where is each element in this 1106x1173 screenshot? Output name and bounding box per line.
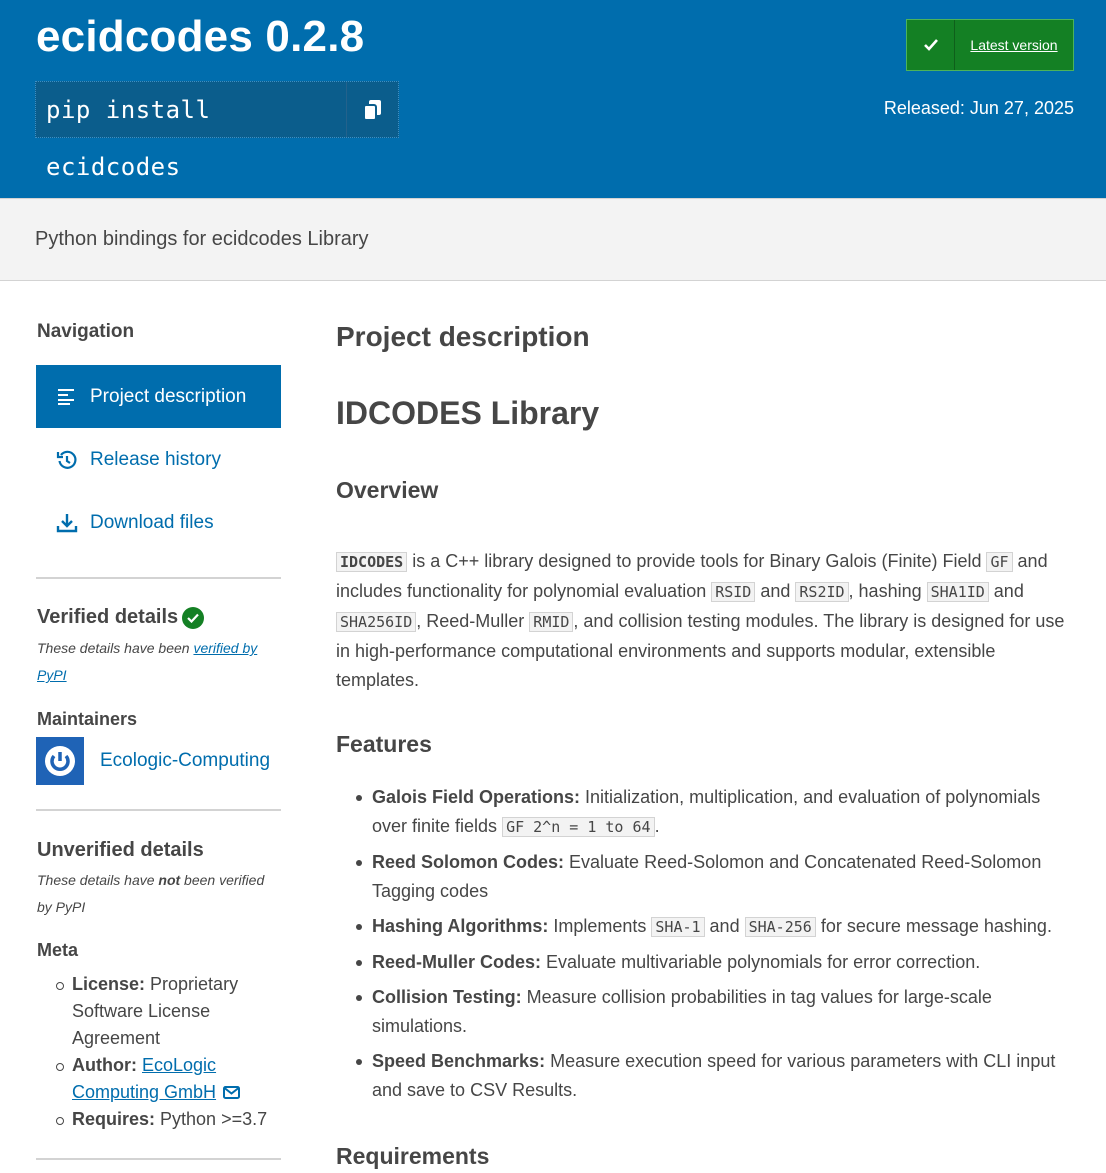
package-summary	[0, 198, 1106, 281]
nav-label: Download files	[90, 511, 214, 533]
verified-heading-text: Verified details	[37, 606, 179, 628]
feature-item	[336, 983, 1071, 1041]
feature-item	[336, 848, 1071, 906]
feature-text: and	[704, 916, 745, 936]
nav-release-history[interactable]	[36, 428, 281, 491]
copy-icon	[363, 99, 383, 121]
meta-key: Requires:	[72, 1109, 156, 1129]
text: is a C++ library designed to provide tools for Binary Galois (Finite) Field	[407, 551, 987, 571]
verified-note	[37, 635, 282, 689]
text: , hashing	[848, 581, 927, 601]
verified-check-icon	[182, 607, 204, 629]
verified-details-heading	[37, 606, 204, 629]
feature-item	[336, 783, 1071, 842]
author-email-link[interactable]: EcoLogic Computing GmbH	[72, 1055, 217, 1102]
release-date: Released: Jun 27, 2025	[883, 98, 1074, 118]
latest-version-label: Latest version	[970, 37, 1058, 53]
feature-text: Measure collision probabilities in tag values for large-scale simulations.	[372, 987, 992, 1036]
feature-text: Implements	[548, 916, 652, 936]
sidebar-divider	[36, 1158, 281, 1160]
meta-author	[54, 1052, 281, 1106]
inline-code: RSID	[711, 582, 755, 602]
sidebar-divider	[36, 577, 281, 579]
meta-heading: Meta	[37, 940, 79, 960]
feature-text: Evaluate Reed-Solomon and Concatenated Reed-Solomon Tagging codes	[372, 852, 1042, 901]
nav-download-files[interactable]	[36, 491, 281, 554]
text: , Reed-Muller	[416, 611, 530, 631]
nav-label: Release history	[90, 448, 221, 470]
meta-license	[54, 971, 281, 1052]
features-heading: Features	[336, 731, 432, 757]
feature-title: Reed-Muller Codes:	[372, 952, 542, 972]
feature-item	[336, 912, 1071, 942]
inline-code: SHA-1	[651, 917, 704, 937]
meta-value: Proprietary Software License Agreement	[72, 974, 239, 1048]
unverified-note-text: been verified by PyPI	[37, 872, 265, 915]
power-icon	[43, 744, 77, 778]
feature-title: Speed Benchmarks:	[372, 1051, 546, 1071]
meta-key: License:	[72, 974, 146, 994]
inline-code: SHA-256	[745, 917, 816, 937]
latest-version-button[interactable]	[906, 19, 1074, 71]
text: and	[988, 581, 1024, 601]
package-header	[0, 0, 1106, 198]
feature-item	[336, 1047, 1071, 1105]
project-description-heading: Project description	[336, 321, 590, 352]
envelope-icon[interactable]	[223, 1086, 240, 1099]
inline-code: RS2ID	[795, 582, 848, 602]
feature-text: Initialization, multiplication, and evaluation of polynomials over finite fields	[372, 787, 1041, 836]
pip-install-box	[35, 81, 399, 181]
check-icon	[907, 20, 955, 70]
meta-requires	[54, 1106, 281, 1133]
meta-value: Python >=3.7	[155, 1109, 268, 1129]
navigation-heading: Navigation	[37, 321, 135, 342]
summary-text: Python bindings for ecidcodes Library	[35, 228, 369, 250]
maintainer-link[interactable]: Ecologic-Computing	[100, 750, 271, 771]
unverified-note-text: These details have	[37, 872, 159, 888]
inline-code: SHA256ID	[336, 612, 416, 632]
unverified-details-heading: Unverified details	[37, 839, 204, 861]
overview-heading: Overview	[336, 477, 439, 503]
nav-project-description[interactable]	[36, 365, 281, 428]
sidebar-divider	[36, 809, 281, 811]
feature-title: Galois Field Operations:	[372, 787, 581, 807]
copy-button[interactable]	[346, 82, 398, 137]
verified-note-text: These details have been	[37, 640, 194, 656]
history-icon	[56, 449, 78, 471]
align-left-icon	[56, 386, 78, 408]
download-icon	[56, 512, 78, 534]
requirements-heading: Requirements	[336, 1143, 490, 1169]
feature-text: Evaluate multivariable polynomials for error correction.	[541, 952, 981, 972]
meta-list	[54, 971, 281, 1133]
pip-command[interactable]: pip install ecidcodes	[46, 96, 211, 181]
feature-title: Collision Testing:	[372, 987, 522, 1007]
library-heading: IDCODES Library	[336, 395, 600, 431]
feature-title: Hashing Algorithms:	[372, 916, 549, 936]
avatar[interactable]	[36, 737, 84, 785]
nav-label: Project description	[90, 385, 247, 407]
inline-code: GF 2^n = 1 to 64	[502, 817, 655, 837]
meta-key: Author:	[72, 1055, 137, 1075]
feature-title: Reed Solomon Codes:	[372, 852, 565, 872]
inline-code: RMID	[529, 612, 573, 632]
feature-text: .	[654, 816, 660, 836]
feature-item	[336, 948, 1071, 977]
inline-code: SHA1ID	[927, 582, 989, 602]
text: and	[755, 581, 796, 601]
features-list	[336, 783, 1071, 1111]
text: , and collision testing modules. The library is designed for use in high-performance computational environments and supports modular, extensible templates.	[336, 611, 1065, 690]
inline-code: IDCODES	[336, 552, 407, 572]
text: and includes functionality for polynomial evaluation	[336, 551, 1048, 601]
overview-paragraph	[336, 547, 1071, 695]
unverified-note-emphasis: not	[158, 872, 181, 888]
maintainers-heading: Maintainers	[37, 709, 138, 729]
package-title: ecidcodes 0.2.8	[36, 12, 365, 61]
maintainer-item[interactable]	[36, 737, 270, 785]
inline-code: GF	[986, 552, 1012, 572]
feature-text: Measure execution speed for various parameters with CLI input and save to CSV Results.	[372, 1051, 1056, 1100]
verified-by-pypi-link[interactable]: verified by PyPI	[37, 640, 258, 683]
feature-text: for secure message hashing.	[815, 916, 1052, 936]
unverified-note	[37, 867, 282, 921]
